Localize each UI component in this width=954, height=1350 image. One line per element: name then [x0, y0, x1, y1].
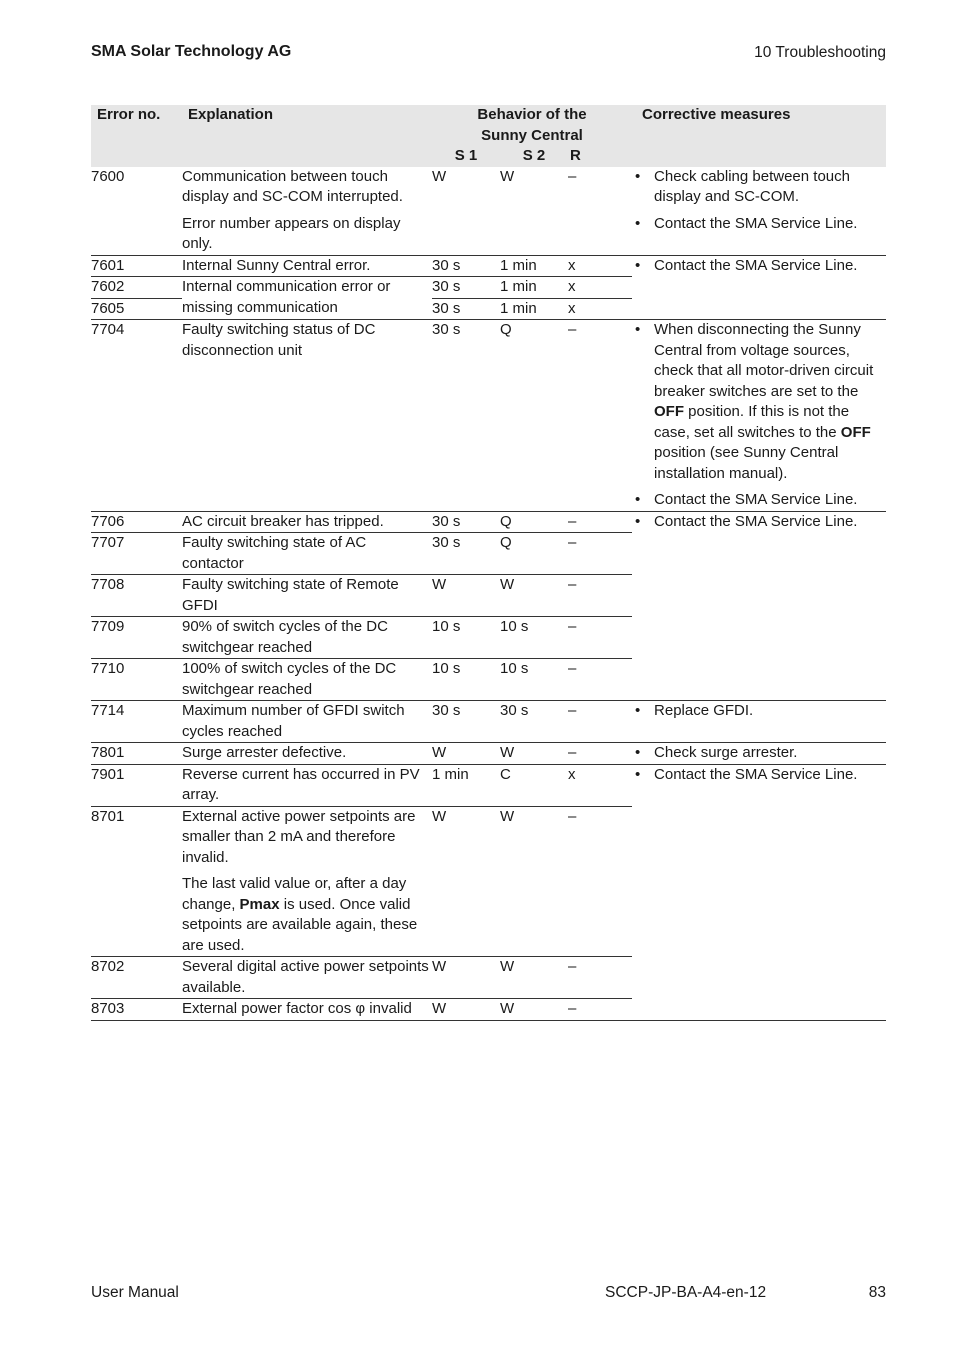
behavior-r: x — [568, 255, 632, 277]
behavior-r: – — [568, 167, 632, 256]
measure-item: • Contact the SMA Service Line. — [632, 765, 886, 786]
behavior-r: – — [568, 659, 632, 701]
behavior-r: x — [568, 298, 632, 320]
table-row — [91, 743, 886, 765]
explanation: Faulty switching state of AC contactor — [182, 533, 432, 575]
off-keyword: OFF — [654, 403, 685, 420]
error-table — [91, 105, 886, 1021]
corrective-measures — [632, 167, 886, 256]
col-s2: S 2 — [500, 146, 568, 167]
measure-item: • Replace GFDI. — [632, 701, 886, 722]
measure-item: • Contact the SMA Service Line. — [632, 256, 886, 277]
behavior-r: – — [568, 957, 632, 999]
error-no: 7801 — [91, 743, 182, 765]
behavior-s2: Q — [500, 511, 568, 533]
behavior-r: – — [568, 575, 632, 617]
error-no: 7602 — [91, 277, 182, 299]
behavior-r: x — [568, 277, 632, 299]
behavior-s1: W — [432, 957, 500, 999]
behavior-s1: W — [432, 806, 500, 957]
footer-page-number: 83 — [868, 1284, 886, 1301]
behavior-s1: 30 s — [432, 255, 500, 277]
col-corrective: Corrective measures — [632, 105, 886, 146]
error-no: 7601 — [91, 255, 182, 277]
corrective-measures — [632, 511, 886, 701]
corrective-measures — [632, 743, 886, 765]
behavior-r: – — [568, 533, 632, 575]
measure-item: • Contact the SMA Service Line. — [632, 490, 886, 511]
col-explanation: Explanation — [182, 105, 432, 146]
explanation: Surge arrester defective. — [182, 743, 432, 765]
col-s1: S 1 — [432, 146, 500, 167]
explanation: Maximum number of GFDI switch cycles reached — [182, 701, 432, 743]
behavior-s2: 1 min — [500, 277, 568, 299]
behavior-r: – — [568, 999, 632, 1021]
behavior-s2: 1 min — [500, 298, 568, 320]
behavior-s1: W — [432, 575, 500, 617]
explanation: Several digital active power setpoints available. — [182, 957, 432, 999]
error-no: 7707 — [91, 533, 182, 575]
header-section: 10 Troubleshooting — [754, 44, 886, 61]
behavior-s2: 30 s — [500, 701, 568, 743]
explanation: External power factor cos φ invalid — [182, 999, 432, 1021]
error-no: 7706 — [91, 511, 182, 533]
behavior-s2: W — [500, 999, 568, 1021]
table-row — [91, 255, 886, 277]
explanation — [182, 806, 432, 957]
table-header-row — [91, 105, 886, 146]
col-error-no: Error no. — [91, 105, 182, 146]
explanation: AC circuit breaker has tripped. — [182, 511, 432, 533]
behavior-s2: Q — [500, 533, 568, 575]
table-row — [91, 167, 886, 256]
pmax-keyword: Pmax — [239, 895, 280, 913]
behavior-s1: 30 s — [432, 298, 500, 320]
footer-manual: User Manual — [91, 1284, 179, 1301]
explanation-text: Communication between touch display and SC-COM interrupted. — [182, 167, 403, 205]
error-no: 7901 — [91, 764, 182, 806]
error-no: 8702 — [91, 957, 182, 999]
explanation-note: Error number appears on display only. — [182, 214, 401, 252]
behavior-s2: 1 min — [500, 255, 568, 277]
behavior-s2: W — [500, 806, 568, 957]
measure-item: • When disconnecting the Sunny Central from voltage sources, check that all motor-driven circuit breaker switches are set to the OFF position. If this is not the case, set all switches to the OFF position (see Sunny Central installation manual). — [632, 320, 886, 484]
behavior-s2: W — [500, 957, 568, 999]
error-no: 7708 — [91, 575, 182, 617]
explanation-text: External active power setpoints are smaller than 2 mA and therefore invalid. — [182, 807, 416, 866]
behavior-s1: 10 s — [432, 659, 500, 701]
behavior-r: – — [568, 806, 632, 957]
behavior-r: – — [568, 320, 632, 512]
error-no: 8701 — [91, 806, 182, 957]
behavior-s2: W — [500, 167, 568, 256]
behavior-r: – — [568, 511, 632, 533]
behavior-s2: Q — [500, 320, 568, 512]
explanation: Faulty switching status of DC disconnection unit — [182, 320, 432, 512]
error-no: 7704 — [91, 320, 182, 512]
behavior-s1: 30 s — [432, 511, 500, 533]
explanation: Internal Sunny Central error. — [182, 255, 432, 277]
measure-item: • Check surge arrester. — [632, 743, 886, 764]
behavior-s1: W — [432, 999, 500, 1021]
error-no: 7600 — [91, 167, 182, 256]
explanation-note: The last valid value or, after a day change, Pmax is used. Once valid setpoints are available again, these are used. — [182, 875, 418, 954]
error-no: 7710 — [91, 659, 182, 701]
corrective-measures — [632, 320, 886, 512]
header-company: SMA Solar Technology AG — [91, 43, 292, 60]
behavior-r: – — [568, 701, 632, 743]
behavior-s1: 30 s — [432, 320, 500, 512]
error-no: 7709 — [91, 617, 182, 659]
table-row — [91, 511, 886, 533]
corrective-measures — [632, 764, 886, 1020]
explanation: Internal communication error or missing communication — [182, 277, 432, 320]
behavior-r: x — [568, 764, 632, 806]
table-row — [91, 764, 886, 806]
measure-item: • Contact the SMA Service Line. — [632, 512, 886, 533]
behavior-s1: 30 s — [432, 701, 500, 743]
error-no: 7605 — [91, 298, 182, 320]
error-no: 7714 — [91, 701, 182, 743]
behavior-s2: W — [500, 743, 568, 765]
behavior-s2: 10 s — [500, 659, 568, 701]
behavior-s1: W — [432, 167, 500, 256]
behavior-s2: W — [500, 575, 568, 617]
corrective-measures — [632, 255, 886, 320]
footer-doc-code: SCCP-JP-BA-A4-en-12 — [605, 1284, 767, 1301]
explanation: Faulty switching state of Remote GFDI — [182, 575, 432, 617]
behavior-s2: 10 s — [500, 617, 568, 659]
explanation — [182, 167, 432, 256]
table-row — [91, 701, 886, 743]
table-row — [91, 320, 886, 512]
corrective-measures — [632, 701, 886, 743]
behavior-s1: W — [432, 743, 500, 765]
explanation: 100% of switch cycles of the DC switchgear reached — [182, 659, 432, 701]
measure-item: • Check cabling between touch display and SC-COM. — [632, 167, 886, 208]
behavior-s1: 10 s — [432, 617, 500, 659]
behavior-s1: 30 s — [432, 533, 500, 575]
behavior-r: – — [568, 743, 632, 765]
behavior-r: – — [568, 617, 632, 659]
off-keyword: OFF — [840, 423, 871, 441]
behavior-s1: 30 s — [432, 277, 500, 299]
col-behavior: Behavior of the Sunny Central — [432, 105, 632, 146]
explanation: 90% of switch cycles of the DC switchgear reached — [182, 617, 432, 659]
measure-item: • Contact the SMA Service Line. — [632, 214, 886, 235]
explanation: Reverse current has occurred in PV array. — [182, 764, 432, 806]
col-r: R — [568, 146, 632, 167]
table-subheader-row — [91, 146, 886, 167]
error-no: 8703 — [91, 999, 182, 1021]
behavior-s2: C — [500, 764, 568, 806]
behavior-s1: 1 min — [432, 764, 500, 806]
